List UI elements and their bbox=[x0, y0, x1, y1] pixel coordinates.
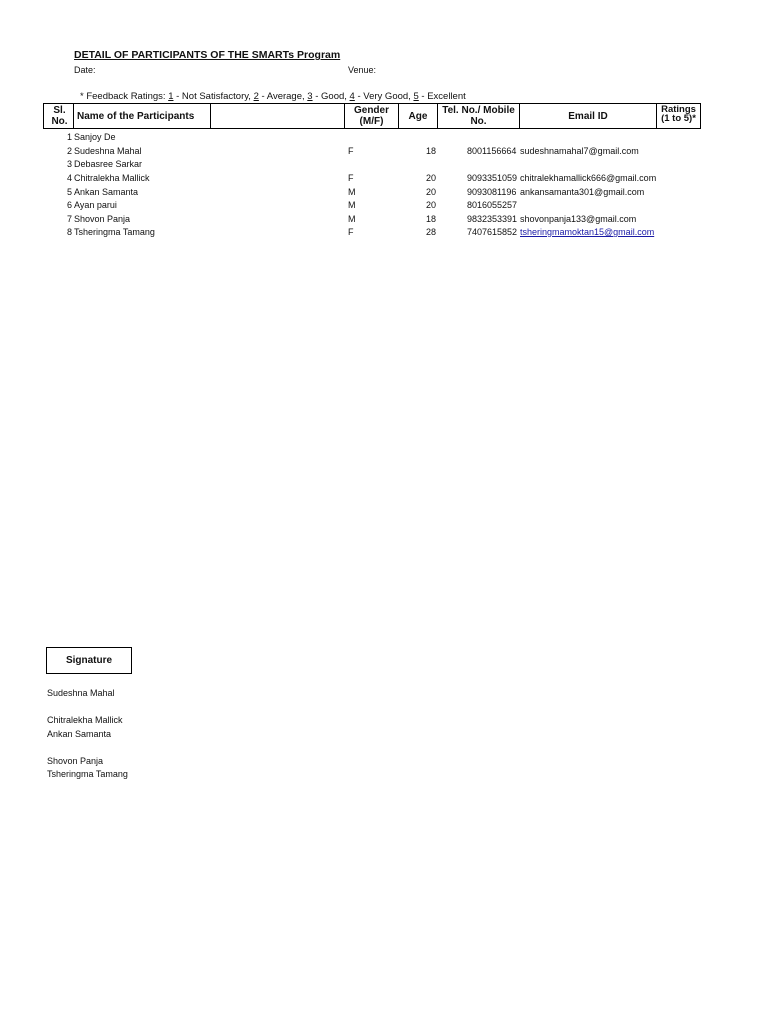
signature-heading: Signature bbox=[46, 647, 132, 674]
rating-text-1: - Not Satisfactory, bbox=[173, 91, 254, 102]
ratings-note-prefix: * Feedback Ratings: bbox=[80, 91, 169, 102]
page-title: DETAIL OF PARTICIPANTS OF THE SMARTs Program bbox=[74, 49, 341, 61]
cell-email: sudeshnamahal7@gmail.com bbox=[520, 146, 639, 156]
cell-tel: 9093351059 bbox=[467, 173, 518, 183]
rating-num-2: 2 bbox=[253, 91, 259, 102]
cell-name: Debasree Sarkar bbox=[74, 159, 143, 169]
cell-tel: 7407615852 bbox=[467, 227, 518, 237]
email-link[interactable]: tsheringmamoktan15@gmail.com bbox=[520, 227, 655, 237]
column-header-age: Age bbox=[398, 103, 438, 129]
cell-name: Tsheringma Tamang bbox=[74, 227, 155, 237]
cell-gender: F bbox=[348, 173, 354, 183]
cell-sl: 4 bbox=[66, 173, 72, 183]
column-header-blank bbox=[210, 103, 345, 129]
rating-text-3: - Good, bbox=[312, 91, 350, 102]
cell-sl: 8 bbox=[66, 227, 72, 237]
column-header-gender: Gender (M/F) bbox=[344, 103, 399, 129]
cell-email: ankansamanta301@gmail.com bbox=[520, 187, 645, 197]
table-row bbox=[0, 226, 768, 239]
column-header-sl-no: Sl. No. bbox=[43, 103, 74, 129]
rating-text-5: - Excellent bbox=[418, 91, 466, 102]
rating-num-1: 1 bbox=[168, 91, 174, 102]
cell-sl: 5 bbox=[66, 187, 72, 197]
cell-tel: 8016055257 bbox=[467, 200, 518, 210]
cell-age: 28 bbox=[425, 227, 436, 237]
cell-name: Sudeshna Mahal bbox=[74, 146, 142, 156]
signature-name: Shovon Panja bbox=[47, 756, 104, 766]
cell-age: 20 bbox=[425, 187, 436, 197]
cell-name: Ayan parui bbox=[74, 200, 117, 210]
column-header-tel: Tel. No./ Mobile No. bbox=[437, 103, 520, 129]
cell-age: 18 bbox=[425, 214, 436, 224]
venue-label: Venue: bbox=[348, 65, 377, 75]
table-header bbox=[43, 103, 701, 131]
cell-age: 20 bbox=[425, 173, 436, 183]
cell-gender: F bbox=[348, 146, 354, 156]
cell-name: Sanjoy De bbox=[74, 132, 116, 142]
table-row bbox=[0, 131, 768, 144]
rating-num-4: 4 bbox=[349, 91, 355, 102]
cell-email: shovonpanja133@gmail.com bbox=[520, 214, 637, 224]
cell-gender: M bbox=[348, 187, 356, 197]
table-row bbox=[0, 199, 768, 212]
date-label: Date: bbox=[74, 65, 96, 75]
column-header-email: Email ID bbox=[519, 103, 657, 129]
cell-tel: 8001156664 bbox=[467, 146, 517, 156]
cell-tel: 9832353391 bbox=[467, 214, 518, 224]
cell-name: Shovon Panja bbox=[74, 214, 131, 224]
column-header-ratings: Ratings (1 to 5)* bbox=[656, 103, 701, 129]
cell-sl: 2 bbox=[66, 146, 72, 156]
rating-text-2: - Average, bbox=[258, 91, 308, 102]
cell-name: Ankan Samanta bbox=[74, 187, 139, 197]
table-row bbox=[0, 172, 768, 185]
signature-name: Ankan Samanta bbox=[47, 729, 112, 739]
table-row bbox=[0, 213, 768, 226]
cell-email: chitralekhamallick666@gmail.com bbox=[520, 173, 657, 183]
table-row bbox=[0, 158, 768, 171]
feedback-ratings-note bbox=[80, 91, 466, 102]
column-header-name: Name of the Participants bbox=[73, 103, 211, 129]
rating-num-5: 5 bbox=[413, 91, 419, 102]
table-row bbox=[0, 145, 768, 158]
cell-sl: 3 bbox=[66, 159, 72, 169]
table-row bbox=[0, 186, 768, 199]
rating-text-4: - Very Good, bbox=[354, 91, 414, 102]
cell-gender: F bbox=[348, 227, 354, 237]
cell-name: Chitralekha Mallick bbox=[74, 173, 150, 183]
cell-age: 18 bbox=[425, 146, 436, 156]
cell-tel: 9093081196 bbox=[467, 187, 517, 197]
signature-name: Tsheringma Tamang bbox=[47, 769, 128, 779]
signature-name: Sudeshna Mahal bbox=[47, 688, 115, 698]
cell-gender: M bbox=[348, 214, 356, 224]
cell-sl: 6 bbox=[66, 200, 72, 210]
rating-num-3: 3 bbox=[307, 91, 313, 102]
signature-name: Chitralekha Mallick bbox=[47, 715, 123, 725]
cell-sl: 1 bbox=[66, 132, 72, 142]
cell-gender: M bbox=[348, 200, 356, 210]
cell-age: 20 bbox=[425, 200, 436, 210]
cell-sl: 7 bbox=[66, 214, 72, 224]
